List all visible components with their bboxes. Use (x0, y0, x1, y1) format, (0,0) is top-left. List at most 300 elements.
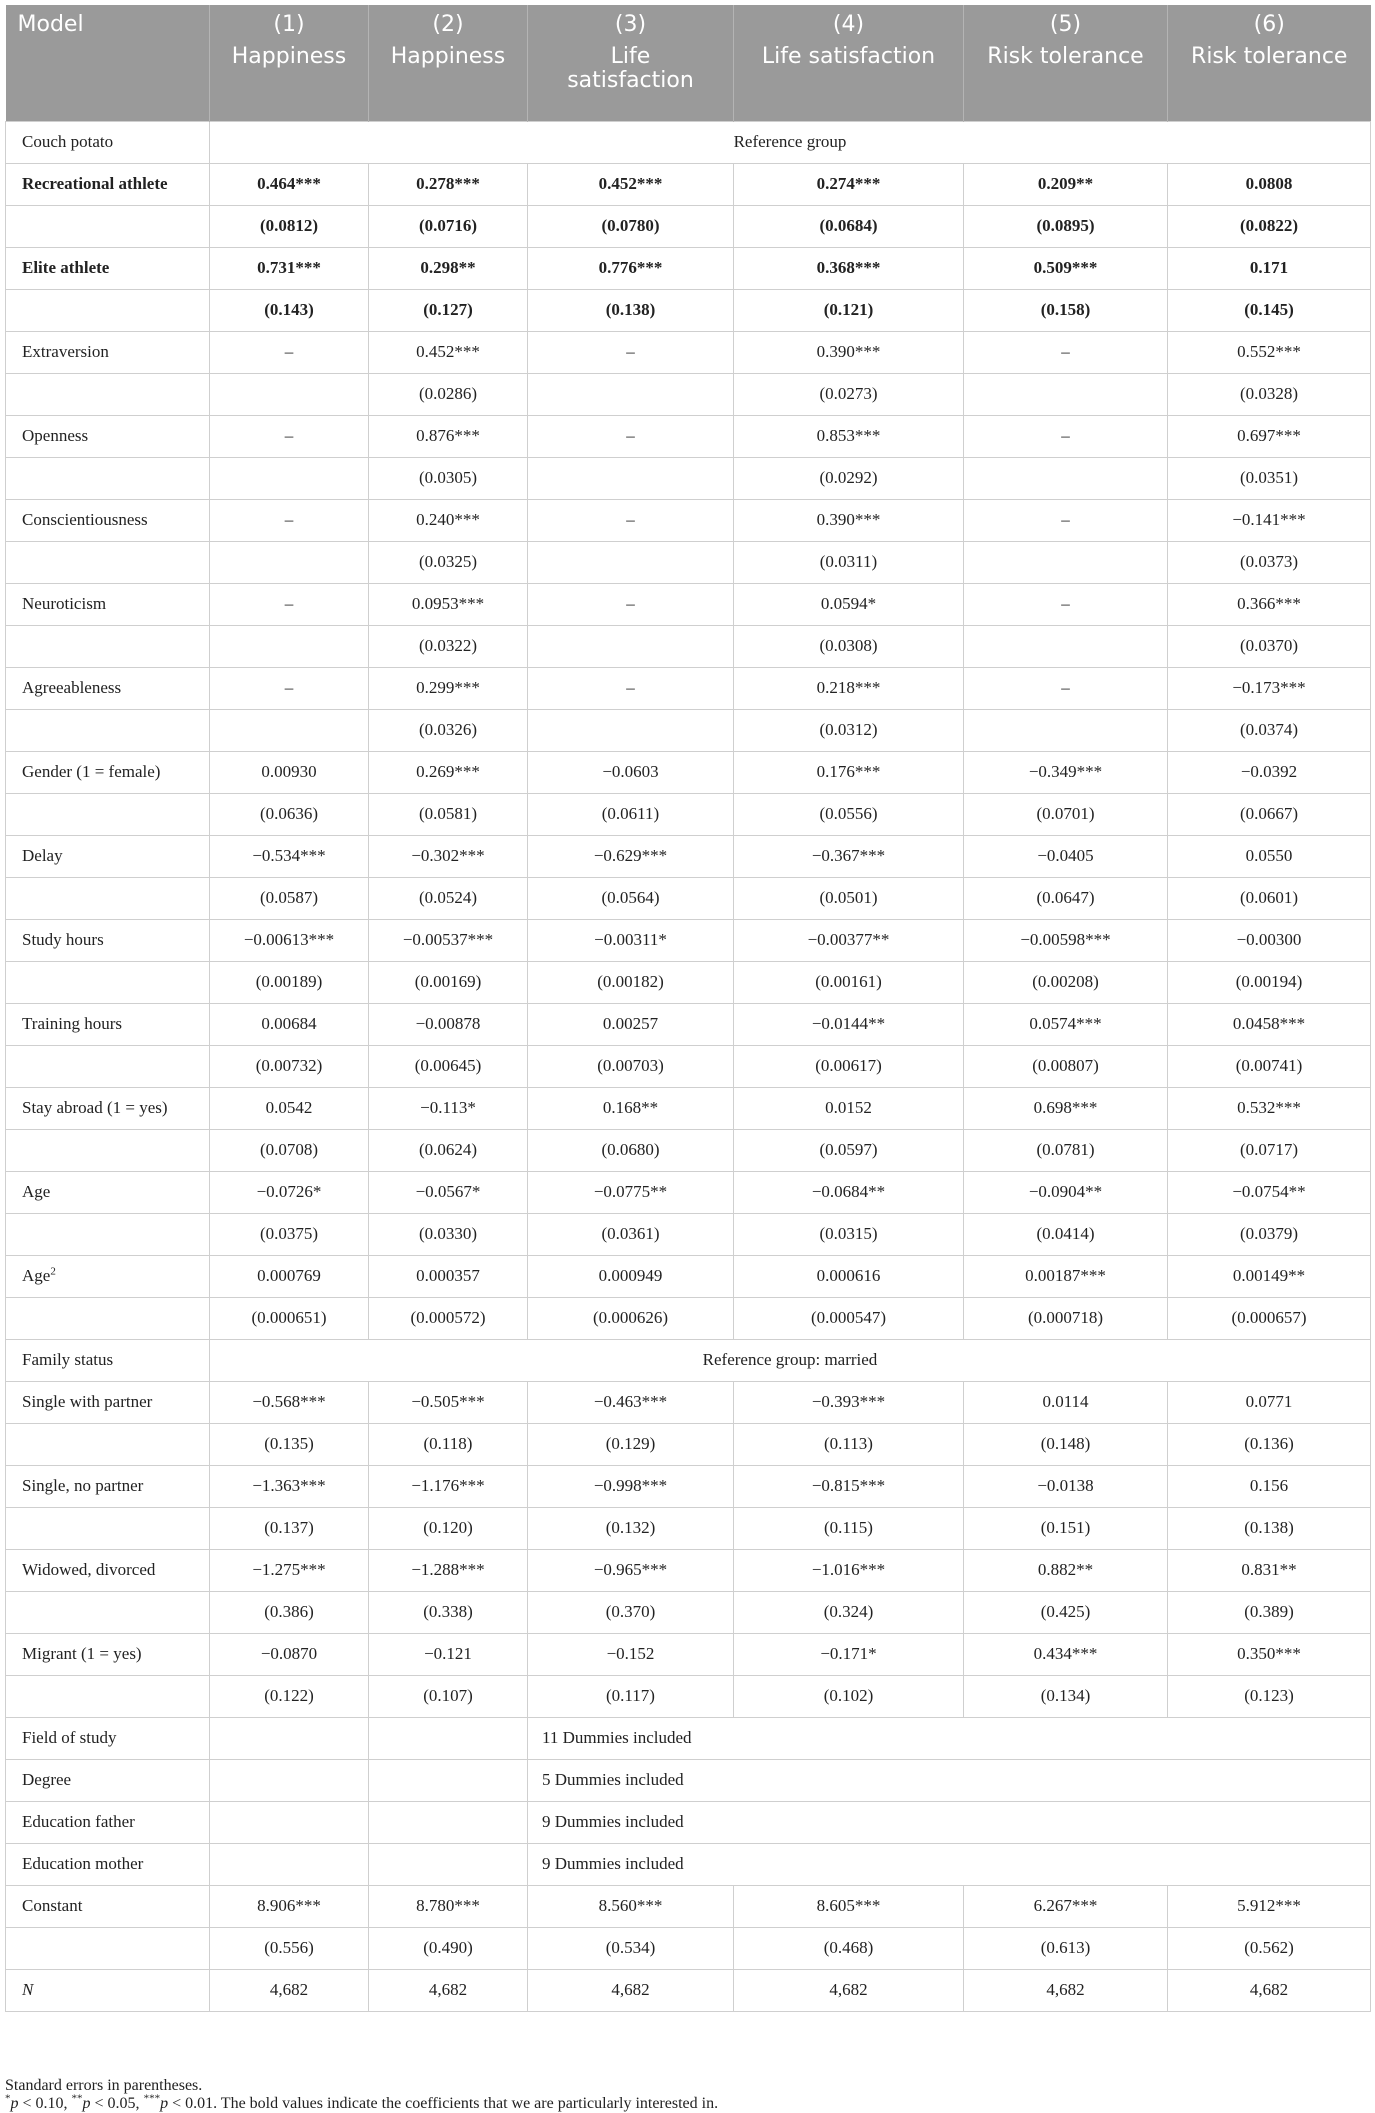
reference-group-cell: Reference group: married (210, 1339, 1371, 1381)
row-label-superscript: 2 (50, 1265, 56, 1278)
table-row (6, 1843, 1371, 1885)
value-cell: (0.136) (1168, 1423, 1371, 1465)
value-cell: 0.0542 (210, 1087, 369, 1129)
value-cell: (0.00617) (734, 1045, 964, 1087)
row-label (6, 205, 210, 247)
value-cell: (0.000657) (1168, 1297, 1371, 1339)
row-label (6, 1927, 210, 1969)
column-number: (2) (369, 5, 528, 43)
table-row (6, 1465, 1371, 1507)
value-cell: −0.0603 (528, 751, 734, 793)
value-cell: −1.016*** (734, 1549, 964, 1591)
table-row (6, 1171, 1371, 1213)
value-cell: 0.000357 (369, 1255, 528, 1297)
value-cell: (0.389) (1168, 1591, 1371, 1633)
row-label: Constant (6, 1885, 210, 1927)
value-cell: −0.00613*** (210, 919, 369, 961)
row-label (6, 289, 210, 331)
value-cell: (0.0708) (210, 1129, 369, 1171)
value-cell: −0.393*** (734, 1381, 964, 1423)
value-cell: 0.298** (369, 247, 528, 289)
value-cell: (0.0374) (1168, 709, 1371, 751)
value-cell: −0.815*** (734, 1465, 964, 1507)
value-cell: 0.299*** (369, 667, 528, 709)
value-cell (964, 625, 1168, 667)
value-cell: −0.0684** (734, 1171, 964, 1213)
value-cell: 0.509*** (964, 247, 1168, 289)
value-cell: (0.00194) (1168, 961, 1371, 1003)
value-cell: 0.366*** (1168, 583, 1371, 625)
table-row (6, 835, 1371, 877)
value-cell: (0.556) (210, 1927, 369, 1969)
value-cell: (0.0624) (369, 1129, 528, 1171)
table-row (6, 751, 1371, 793)
column-name: Life satisfaction (734, 43, 964, 121)
regression-table (5, 5, 1371, 2012)
row-label: Age$^2$ (6, 1255, 210, 1297)
value-cell: −0.121 (369, 1633, 528, 1675)
row-label (6, 961, 210, 1003)
value-cell: (0.534) (528, 1927, 734, 1969)
value-cell: 0.368*** (734, 247, 964, 289)
value-cell: −0.568*** (210, 1381, 369, 1423)
value-cell: 0.240*** (369, 499, 528, 541)
value-cell: – (210, 415, 369, 457)
value-cell: 0.269*** (369, 751, 528, 793)
value-cell: (0.0286) (369, 373, 528, 415)
value-cell: −0.0904** (964, 1171, 1168, 1213)
value-cell: 0.698*** (964, 1087, 1168, 1129)
header-row-names (6, 43, 1371, 121)
value-cell: 0.0152 (734, 1087, 964, 1129)
value-cell: −0.0775** (528, 1171, 734, 1213)
value-cell: 0.00149** (1168, 1255, 1371, 1297)
row-label: N (6, 1969, 210, 2011)
row-label (6, 1591, 210, 1633)
value-cell: (0.117) (528, 1675, 734, 1717)
table-row-se (6, 541, 1371, 583)
value-cell: (0.0587) (210, 877, 369, 919)
row-label: Single, no partner (6, 1465, 210, 1507)
value-cell: – (528, 499, 734, 541)
empty-cell (210, 1717, 369, 1759)
value-cell: 8.906*** (210, 1885, 369, 1927)
value-cell: (0.138) (1168, 1507, 1371, 1549)
table-row-se (6, 205, 1371, 247)
value-cell: −0.0138 (964, 1465, 1168, 1507)
value-cell: −1.288*** (369, 1549, 528, 1591)
value-cell: 0.452*** (528, 163, 734, 205)
value-cell: 0.0550 (1168, 835, 1371, 877)
row-label: Couch potato (6, 121, 210, 163)
table-row (6, 583, 1371, 625)
column-number: (6) (1168, 5, 1371, 43)
table-row-se (6, 1045, 1371, 1087)
table-row (6, 1801, 1371, 1843)
value-cell: – (964, 331, 1168, 373)
value-cell: 0.000616 (734, 1255, 964, 1297)
row-label (6, 1675, 210, 1717)
value-cell (210, 541, 369, 583)
value-cell: −0.0726* (210, 1171, 369, 1213)
row-label: Agreeableness (6, 667, 210, 709)
value-cell: (0.0667) (1168, 793, 1371, 835)
value-cell: (0.148) (964, 1423, 1168, 1465)
value-cell: 0.000949 (528, 1255, 734, 1297)
value-cell: 0.831** (1168, 1549, 1371, 1591)
value-cell: (0.00189) (210, 961, 369, 1003)
value-cell: 0.0771 (1168, 1381, 1371, 1423)
empty-cell (369, 1759, 528, 1801)
value-cell: 4,682 (369, 1969, 528, 2011)
row-label (6, 793, 210, 835)
value-cell: −0.152 (528, 1633, 734, 1675)
value-cell: 0.390*** (734, 499, 964, 541)
row-label: Education father (6, 1801, 210, 1843)
value-cell: (0.370) (528, 1591, 734, 1633)
value-cell: (0.00208) (964, 961, 1168, 1003)
value-cell: 0.00930 (210, 751, 369, 793)
value-cell (528, 541, 734, 583)
value-cell: 0.434*** (964, 1633, 1168, 1675)
value-cell: (0.00645) (369, 1045, 528, 1087)
value-cell: 6.267*** (964, 1885, 1168, 1927)
table-row-se (6, 877, 1371, 919)
value-cell: – (210, 499, 369, 541)
value-cell: (0.0325) (369, 541, 528, 583)
table-row (6, 1549, 1371, 1591)
table-row (6, 667, 1371, 709)
value-cell (964, 541, 1168, 583)
value-cell: −0.00598*** (964, 919, 1168, 961)
value-cell: (0.113) (734, 1423, 964, 1465)
empty-cell (369, 1717, 528, 1759)
value-cell: – (528, 415, 734, 457)
row-label (6, 625, 210, 667)
row-label (6, 709, 210, 751)
value-cell: (0.129) (528, 1423, 734, 1465)
value-cell: (0.145) (1168, 289, 1371, 331)
value-cell: (0.0330) (369, 1213, 528, 1255)
column-number: (5) (964, 5, 1168, 43)
table-row (6, 1381, 1371, 1423)
value-cell: −0.998*** (528, 1465, 734, 1507)
value-cell: (0.0895) (964, 205, 1168, 247)
row-label: Training hours (6, 1003, 210, 1045)
value-cell: (0.338) (369, 1591, 528, 1633)
value-cell: 0.452*** (369, 331, 528, 373)
value-cell: 8.560*** (528, 1885, 734, 1927)
value-cell: (0.0564) (528, 877, 734, 919)
table-row (6, 1969, 1371, 2011)
row-label (6, 1423, 210, 1465)
value-cell: −0.173*** (1168, 667, 1371, 709)
value-cell: 0.552*** (1168, 331, 1371, 373)
value-cell: (0.324) (734, 1591, 964, 1633)
value-cell: (0.0524) (369, 877, 528, 919)
value-cell: (0.00182) (528, 961, 734, 1003)
value-cell: (0.0636) (210, 793, 369, 835)
value-cell: −0.0392 (1168, 751, 1371, 793)
value-cell: (0.123) (1168, 1675, 1371, 1717)
value-cell: −0.505*** (369, 1381, 528, 1423)
empty-cell (210, 1759, 369, 1801)
value-cell: 0.0114 (964, 1381, 1168, 1423)
value-cell (964, 373, 1168, 415)
dummies-cell: 5 Dummies included (528, 1759, 1371, 1801)
value-cell: (0.425) (964, 1591, 1168, 1633)
value-cell: (0.0370) (1168, 625, 1371, 667)
value-cell: (0.0501) (734, 877, 964, 919)
row-label (6, 1213, 210, 1255)
value-cell: 0.697*** (1168, 415, 1371, 457)
column-number: (4) (734, 5, 964, 43)
value-cell: −1.176*** (369, 1465, 528, 1507)
table-row-se (6, 625, 1371, 667)
value-cell: (0.0597) (734, 1129, 964, 1171)
value-cell: (0.135) (210, 1423, 369, 1465)
dummies-cell: 11 Dummies included (528, 1717, 1371, 1759)
value-cell (210, 373, 369, 415)
value-cell: (0.0684) (734, 205, 964, 247)
table-row-se (6, 793, 1371, 835)
value-cell: (0.0601) (1168, 877, 1371, 919)
header-blank (6, 43, 210, 121)
table-row-se (6, 1927, 1371, 1969)
value-cell: 0.176*** (734, 751, 964, 793)
value-cell: (0.0647) (964, 877, 1168, 919)
column-number: (1) (210, 5, 369, 43)
table-row-se (6, 961, 1371, 1003)
value-cell: (0.0322) (369, 625, 528, 667)
value-cell: – (964, 583, 1168, 625)
value-cell: (0.00161) (734, 961, 964, 1003)
value-cell: (0.0326) (369, 709, 528, 751)
value-cell: (0.00807) (964, 1045, 1168, 1087)
value-cell: (0.0717) (1168, 1129, 1371, 1171)
table-row-se (6, 1675, 1371, 1717)
column-name: Happiness (210, 43, 369, 121)
value-cell: −0.367*** (734, 835, 964, 877)
value-cell: (0.138) (528, 289, 734, 331)
value-cell: (0.0315) (734, 1213, 964, 1255)
table-row-se (6, 373, 1371, 415)
reference-group-cell: Reference group (210, 121, 1371, 163)
row-label: Delay (6, 835, 210, 877)
value-cell: (0.107) (369, 1675, 528, 1717)
value-cell: (0.0305) (369, 457, 528, 499)
value-cell: (0.151) (964, 1507, 1168, 1549)
value-cell: −0.00311* (528, 919, 734, 961)
value-cell: −0.171* (734, 1633, 964, 1675)
value-cell: (0.137) (210, 1507, 369, 1549)
value-cell: −0.00878 (369, 1003, 528, 1045)
value-cell: −0.534*** (210, 835, 369, 877)
value-cell: 0.171 (1168, 247, 1371, 289)
value-cell: – (528, 583, 734, 625)
value-cell: (0.0311) (734, 541, 964, 583)
value-cell: (0.0780) (528, 205, 734, 247)
value-cell: (0.118) (369, 1423, 528, 1465)
value-cell: 0.876*** (369, 415, 528, 457)
value-cell: (0.000547) (734, 1297, 964, 1339)
value-cell: (0.0361) (528, 1213, 734, 1255)
value-cell (210, 457, 369, 499)
value-cell: −0.965*** (528, 1549, 734, 1591)
row-label: Field of study (6, 1717, 210, 1759)
table-row-se (6, 1591, 1371, 1633)
value-cell: (0.0781) (964, 1129, 1168, 1171)
table-row-se (6, 1297, 1371, 1339)
table-row (6, 499, 1371, 541)
table-row (6, 247, 1371, 289)
row-label: Study hours (6, 919, 210, 961)
table-row-se (6, 709, 1371, 751)
value-cell: 0.853*** (734, 415, 964, 457)
value-cell: (0.0373) (1168, 541, 1371, 583)
footnote-significance: *p < 0.10, **p < 0.05, ***p < 0.01. The bold values indicate the coefficients that we are particularly interested in. (5, 2092, 719, 2112)
column-name: Happiness (369, 43, 528, 121)
value-cell: (0.132) (528, 1507, 734, 1549)
value-cell: −0.463*** (528, 1381, 734, 1423)
value-cell: (0.0822) (1168, 205, 1371, 247)
table-row-se (6, 1129, 1371, 1171)
row-label (6, 1045, 210, 1087)
value-cell: (0.102) (734, 1675, 964, 1717)
value-cell (528, 709, 734, 751)
value-cell: – (528, 331, 734, 373)
table-row (6, 1717, 1371, 1759)
value-cell: −0.0754** (1168, 1171, 1371, 1213)
row-label (6, 457, 210, 499)
value-cell: 0.0808 (1168, 163, 1371, 205)
value-cell: (0.0308) (734, 625, 964, 667)
empty-cell (210, 1801, 369, 1843)
value-cell: 5.912*** (1168, 1885, 1371, 1927)
value-cell: 0.274*** (734, 163, 964, 205)
value-cell: (0.134) (964, 1675, 1168, 1717)
value-cell: (0.0312) (734, 709, 964, 751)
value-cell: (0.120) (369, 1507, 528, 1549)
value-cell: −0.00300 (1168, 919, 1371, 961)
value-cell: – (964, 667, 1168, 709)
value-cell: 0.350*** (1168, 1633, 1371, 1675)
footnote-standard-errors: Standard errors in parentheses. (5, 2077, 203, 2094)
row-label: Gender (1 = female) (6, 751, 210, 793)
row-label: Family status (6, 1339, 210, 1381)
value-cell: −0.0405 (964, 835, 1168, 877)
table-row-se (6, 457, 1371, 499)
table-row-se (6, 1213, 1371, 1255)
value-cell: 0.000769 (210, 1255, 369, 1297)
model-label: Model (6, 5, 210, 43)
value-cell: 0.00257 (528, 1003, 734, 1045)
row-label: Elite athlete (6, 247, 210, 289)
row-label (6, 1129, 210, 1171)
value-cell: (0.613) (964, 1927, 1168, 1969)
value-cell: −0.141*** (1168, 499, 1371, 541)
value-cell: 0.278*** (369, 163, 528, 205)
value-cell: 0.0953*** (369, 583, 528, 625)
table-row-se (6, 1423, 1371, 1465)
value-cell: −0.349*** (964, 751, 1168, 793)
value-cell: (0.000626) (528, 1297, 734, 1339)
row-label: Neuroticism (6, 583, 210, 625)
table-row (6, 1087, 1371, 1129)
table-row (6, 331, 1371, 373)
header-row-numbers (6, 5, 1371, 43)
value-cell: – (964, 499, 1168, 541)
table-row (6, 121, 1371, 163)
value-cell: −0.629*** (528, 835, 734, 877)
column-name: Risk tolerance (1168, 43, 1371, 121)
value-cell: 0.218*** (734, 667, 964, 709)
value-cell: 0.209** (964, 163, 1168, 205)
empty-cell (210, 1843, 369, 1885)
value-cell: 4,682 (734, 1969, 964, 2011)
value-cell: 4,682 (1168, 1969, 1371, 2011)
empty-cell (369, 1843, 528, 1885)
value-cell: (0.468) (734, 1927, 964, 1969)
table-row (6, 1339, 1371, 1381)
value-cell: (0.0556) (734, 793, 964, 835)
value-cell (964, 457, 1168, 499)
value-cell: (0.00741) (1168, 1045, 1371, 1087)
row-label (6, 373, 210, 415)
row-label: Single with partner (6, 1381, 210, 1423)
value-cell: (0.0611) (528, 793, 734, 835)
value-cell: (0.0581) (369, 793, 528, 835)
empty-cell (369, 1801, 528, 1843)
row-label: Age (6, 1171, 210, 1213)
value-cell: (0.122) (210, 1675, 369, 1717)
value-cell: (0.0716) (369, 205, 528, 247)
value-cell: 0.0574*** (964, 1003, 1168, 1045)
value-cell: 0.464*** (210, 163, 369, 205)
row-label: Degree (6, 1759, 210, 1801)
value-cell (528, 625, 734, 667)
value-cell: 0.168** (528, 1087, 734, 1129)
column-name: Risk tolerance (964, 43, 1168, 121)
value-cell: (0.386) (210, 1591, 369, 1633)
value-cell (964, 709, 1168, 751)
value-cell: – (210, 583, 369, 625)
value-cell: (0.121) (734, 289, 964, 331)
table-body (6, 121, 1371, 2011)
row-label: Recreational athlete (6, 163, 210, 205)
table-row (6, 1633, 1371, 1675)
value-cell: −0.0870 (210, 1633, 369, 1675)
row-label (6, 877, 210, 919)
table-row-se (6, 289, 1371, 331)
table-row (6, 415, 1371, 457)
value-cell: (0.00732) (210, 1045, 369, 1087)
value-cell: – (528, 667, 734, 709)
value-cell: 8.605*** (734, 1885, 964, 1927)
value-cell: (0.00169) (369, 961, 528, 1003)
row-label: Widowed, divorced (6, 1549, 210, 1591)
row-label: Education mother (6, 1843, 210, 1885)
value-cell: 0.0594* (734, 583, 964, 625)
value-cell: (0.0351) (1168, 457, 1371, 499)
value-cell: −0.00537*** (369, 919, 528, 961)
table-row (6, 163, 1371, 205)
row-label: Stay abroad (1 = yes) (6, 1087, 210, 1129)
value-cell: −0.0144** (734, 1003, 964, 1045)
value-cell: 4,682 (528, 1969, 734, 2011)
value-cell: 4,682 (964, 1969, 1168, 2011)
value-cell: (0.0414) (964, 1213, 1168, 1255)
